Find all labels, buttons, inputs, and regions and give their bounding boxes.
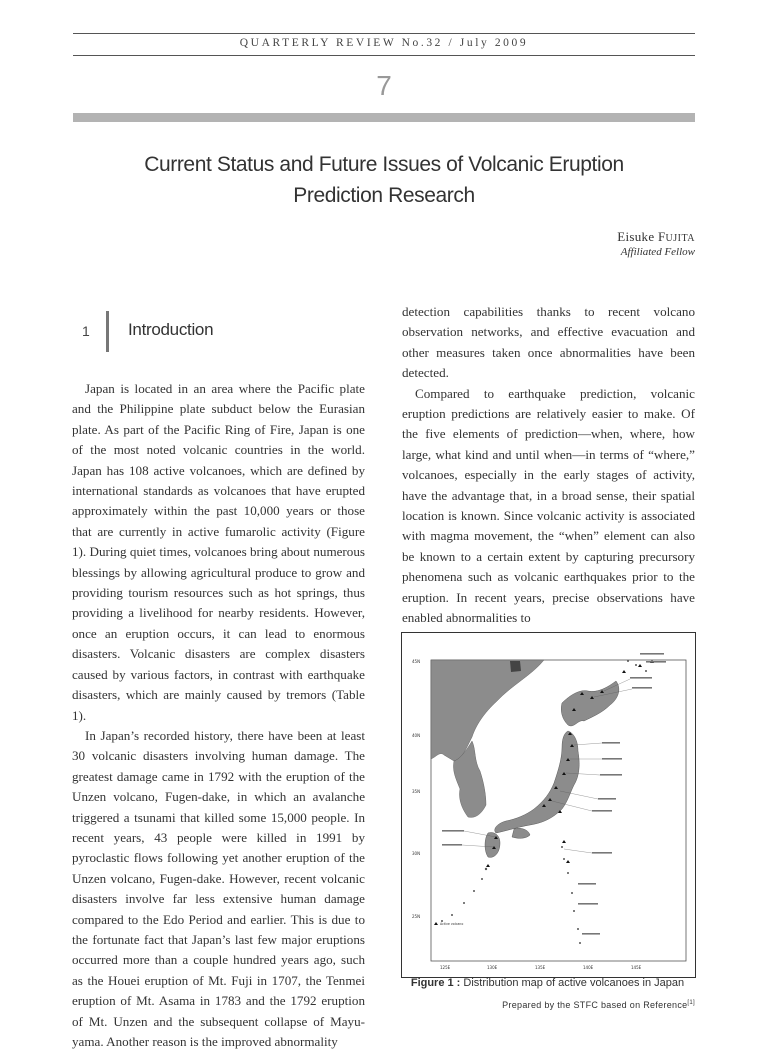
header-rule-bottom (73, 55, 695, 56)
section-number: 1 (82, 323, 90, 339)
figure-map (401, 632, 696, 978)
author-first-name: Eisuke (617, 229, 658, 244)
paragraph: Compared to earthquake prediction, volcanic eruption predictions are relatively easier to make. Of the five elements of prediction—when, where, how large, what kind and until when—in terms of “where,” volcanoes, especially in the early stages of activity, have the advantage that, in a broad sense, their spatial location is known. Since volcanic activity is associated with magma movement, the “when” element can also be known to a certain extent by capturing precursory phenomena such as volcanic earthquakes prior to the eruption. In recent years, precise observations have enabled abnormalities to (402, 385, 695, 626)
title-line-2: Prediction Research (293, 184, 475, 207)
lat-tick-label: 45N (412, 659, 421, 664)
paragraph: detection capabilities thanks to recent volcano observation networks, and effective evacuation and other measures taken once abnormalities have been detected. (402, 304, 695, 381)
legend-label: Active volcano (440, 922, 464, 926)
header-rule-top (73, 33, 695, 34)
left-column (72, 379, 365, 1052)
section-bar (106, 311, 109, 352)
chapter-divider (73, 113, 695, 122)
figure-source-text: Prepared by the STFC based on Reference (502, 1000, 688, 1010)
figure-caption (401, 977, 694, 989)
author-last-rest: UJITA (665, 233, 695, 244)
volcano-map-svg (402, 633, 695, 977)
sakhalin-shape (510, 661, 521, 672)
author-name (617, 229, 695, 245)
lon-tick-label: 130E (487, 965, 498, 970)
paragraph: In Japan’s recorded history, there have been at least 30 volcanic disasters involving human damage. The greatest damage came in 1792 with the eruption of the Unzen volcano, Fugen-dake, in which an avalanche triggered a tsunami that killed some 15,000 people. In recent years, 43 people were killed in 1991 by pyroclastic flows following yet another eruption of the Unzen volcano, Fugen-dake. However, recent volcanic disasters involve far less extensive human damage compared to the Edo Period and earlier. This is due to the fortunate fact that Japan’s last few major eruptions occurred more than a couple hundred years ago, such as the Houei eruption of Mt. Fuji in 1707, the Tenmei eruption of Mt. Asama in 1783 and the 1792 eruption of Mt. Unzen and the subsequent collapse of Mayu-yama. Another reason is the improved abnormality (72, 727, 365, 1049)
lat-tick-label: 30N (412, 851, 421, 856)
figure-source (502, 1000, 695, 1010)
lon-tick-label: 140E (583, 965, 594, 970)
lon-tick-label: 145E (631, 965, 642, 970)
author-role: Affiliated Fellow (620, 246, 695, 258)
figure-source-ref: [1] (687, 1000, 695, 1006)
chapter-number: 7 (376, 70, 392, 101)
lon-tick-label: 125E (440, 965, 451, 970)
journal-header: QUARTERLY REVIEW No.32 / July 2009 (239, 37, 529, 49)
title-line-1: Current Status and Future Issues of Volcanic Eruption (144, 153, 624, 176)
figure-caption-text: Distribution map of active volcanoes in Japan (460, 977, 685, 989)
paragraph: Japan is located in an area where the Pacific plate and the Philippine plate subduct below the Eurasian plate. As part of the Pacific Ring of Fire, Japan is one of the most noted volcanic countries in the world. Japan has 108 active volcanoes, which are defined by international standards as volcanoes that have erupted approximately within the past 10,000 years or those that are currently in active fumarolic activity (Figure 1). During quiet times, volcanoes bring about numerous blessings by allowing agricultural produce to grow and providing tourism resources such as hot springs, thus providing a livelihood for nearby residents. However, once an eruption occurs, it can lead to enormous disasters. Volcanic disasters are complex disasters caused by various factors, in contrast with earthquake disasters, which are mainly caused by tremors (Table 1). (72, 381, 365, 723)
section-title: Introduction (128, 320, 214, 339)
lat-tick-label: 40N (412, 733, 421, 738)
figure-label: Figure 1 : (410, 977, 461, 989)
lat-tick-label: 35N (412, 789, 421, 794)
lat-tick-label: 25N (412, 914, 421, 919)
lon-tick-label: 135E (535, 965, 546, 970)
author-block (617, 229, 695, 258)
right-column (402, 302, 695, 629)
article-title (73, 149, 695, 211)
author-last-initial: F (657, 229, 666, 244)
